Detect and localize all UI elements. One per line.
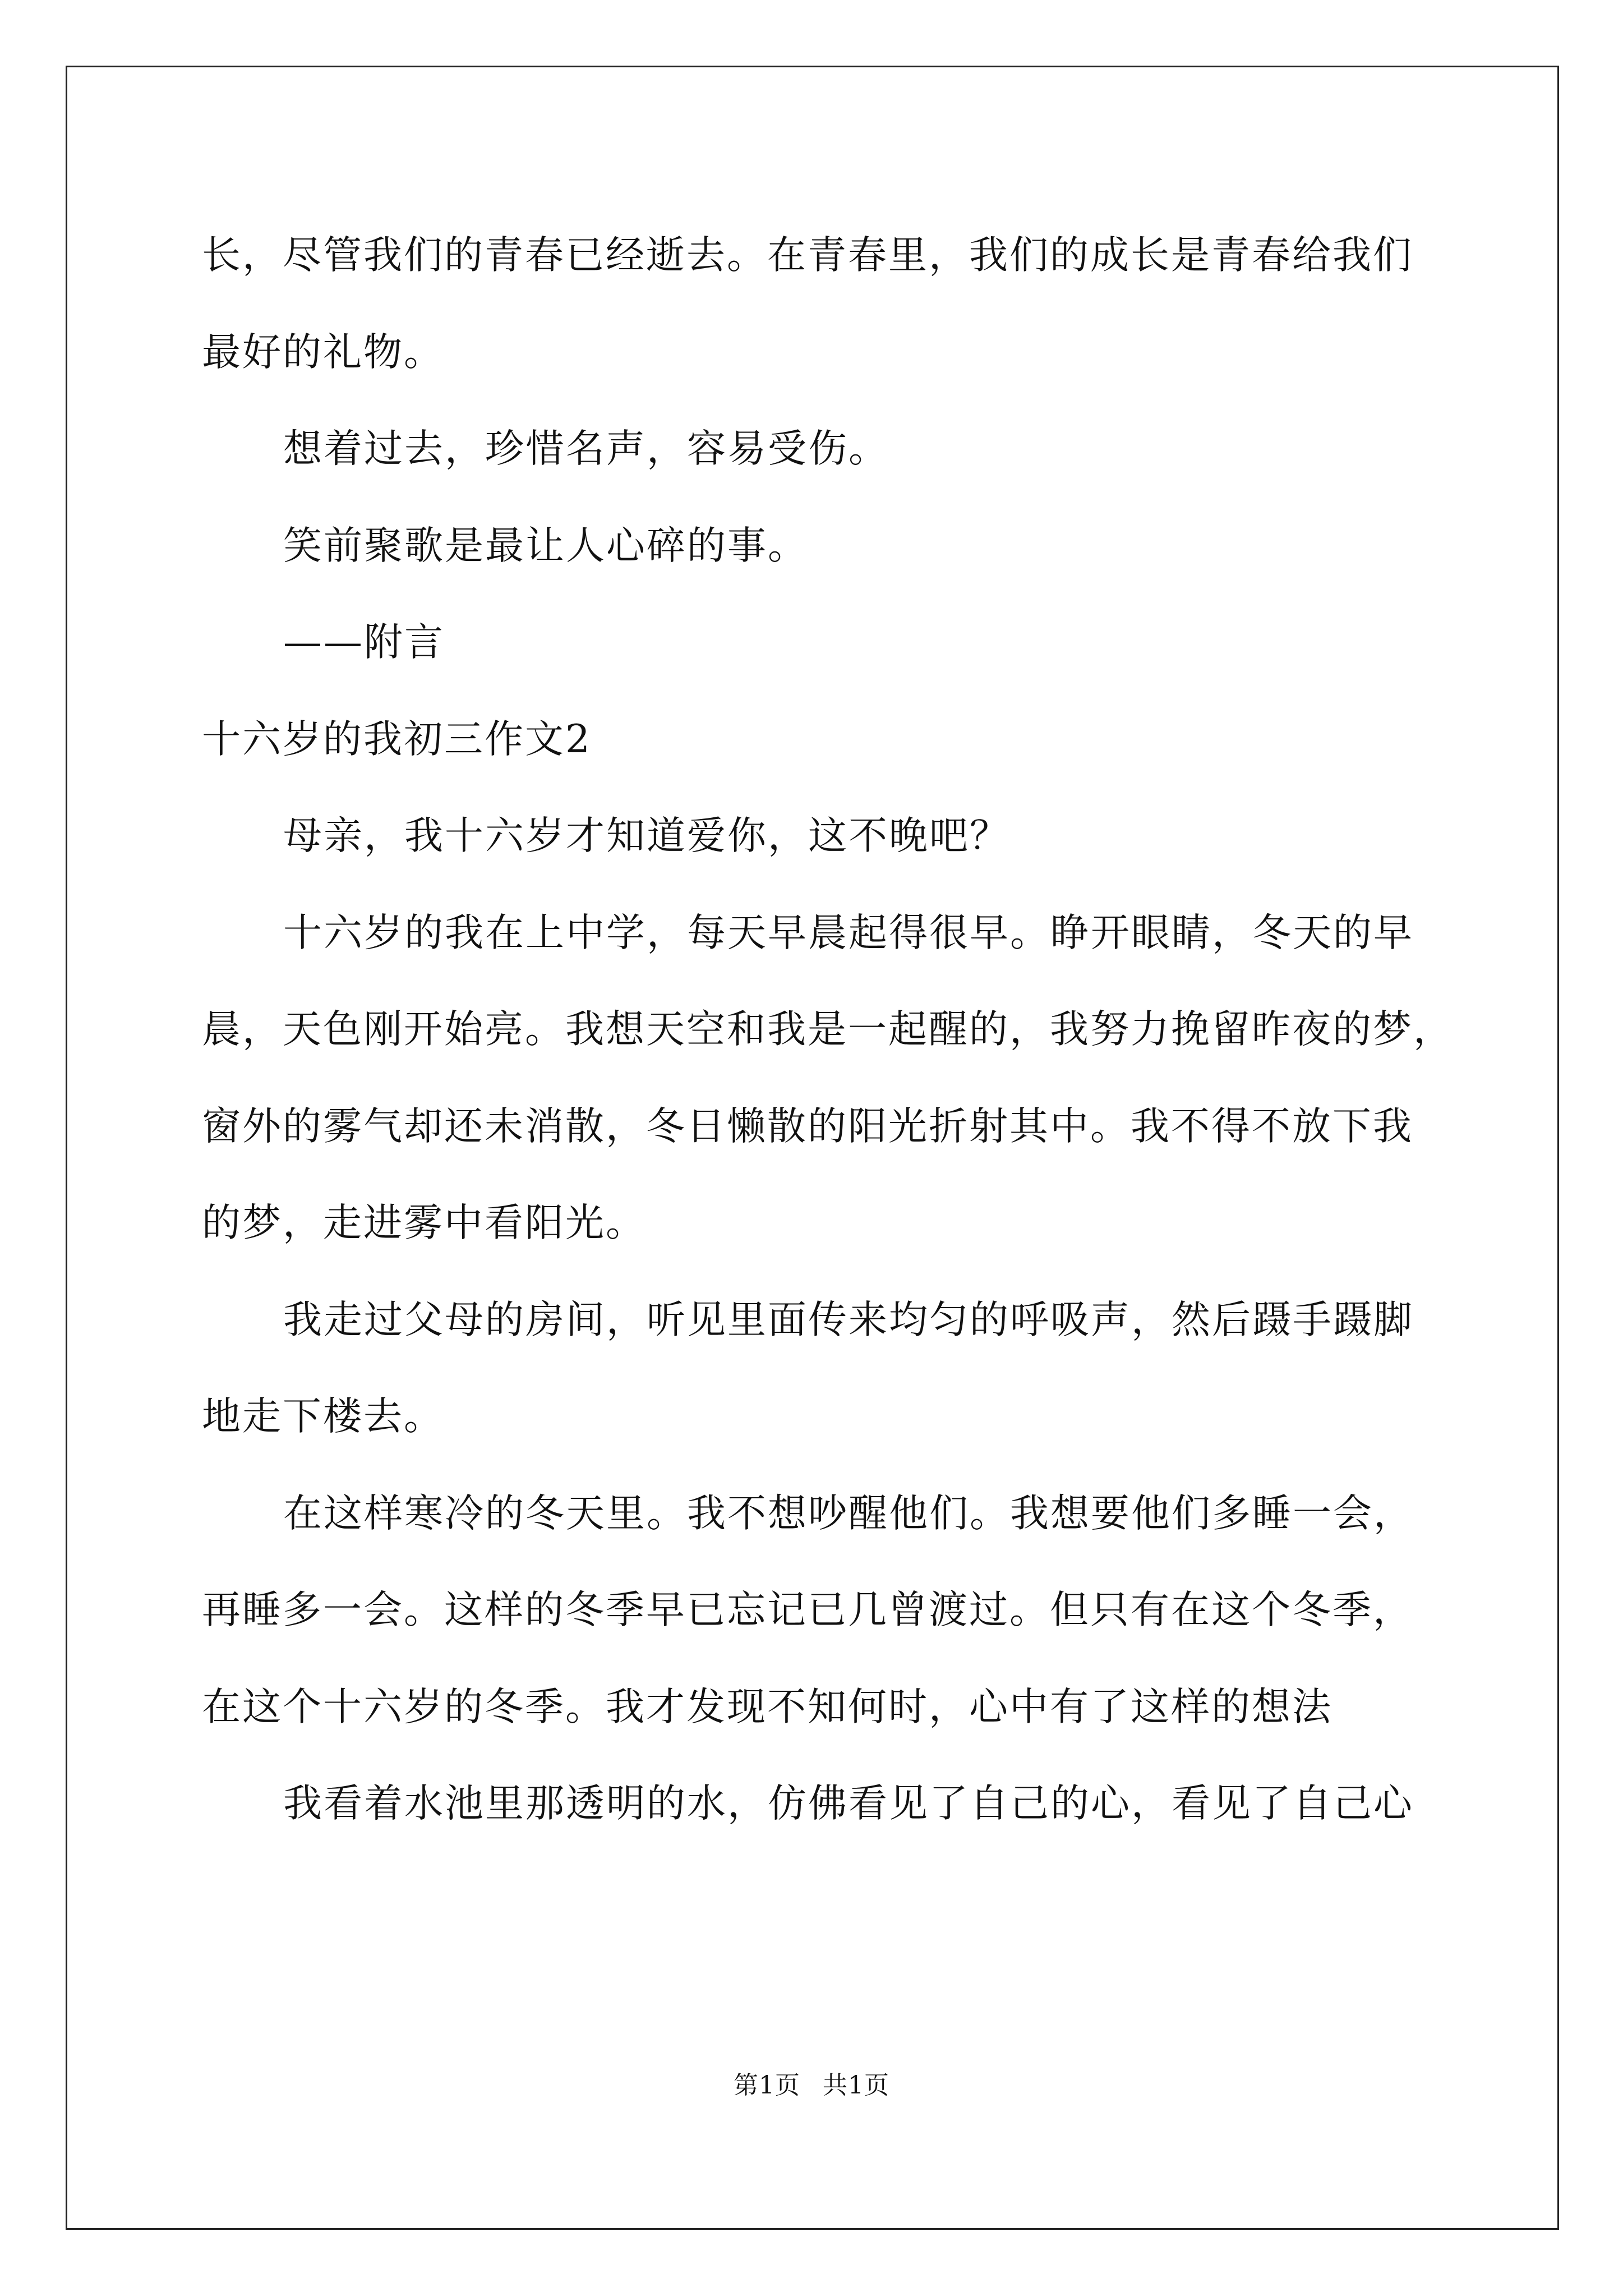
- text-line-paragraph-start: 十六岁的我在上中学，每天早晨起得很早。睁开眼睛，冬天的早: [283, 910, 1414, 955]
- document-body: [202, 207, 1454, 1852]
- text-line-quote: 想着过去，珍惜名声，容易受伤。: [283, 426, 889, 471]
- text-line-attribution: ——附言: [283, 620, 445, 665]
- page-total: 共1页: [823, 2071, 889, 2100]
- text-line-continuation: 地走下楼去。: [202, 1394, 444, 1439]
- text-line-paragraph-start: 我走过父母的房间，听见里面传来均匀的呼吸声，然后蹑手蹑脚: [283, 1297, 1414, 1342]
- text-line-paragraph-start: 在这样寒冷的冬天里。我不想吵醒他们。我想要他们多睡一会，: [283, 1490, 1414, 1536]
- essay-heading: 十六岁的我初三作文2: [202, 716, 592, 762]
- page-footer: [0, 2069, 1623, 2102]
- text-line-continuation: 窗外的雾气却还未消散，冬日懒散的阳光折射其中。我不得不放下我: [202, 1103, 1413, 1149]
- text-line-quote: 笑前聚歌是最让人心碎的事。: [283, 523, 808, 568]
- text-line-continuation: 最好的礼物。: [202, 329, 444, 375]
- page-number: 第1页: [734, 2071, 800, 2100]
- text-line-continuation: 再睡多一会。这样的冬季早已忘记已几曾渡过。但只有在这个冬季，: [202, 1588, 1413, 1632]
- text-line-continuation: 在这个十六岁的冬季。我才发现不知何时，心中有了这样的想法: [202, 1684, 1332, 1729]
- text-line-continuation: 的梦，走进雾中看阳光。: [202, 1200, 646, 1245]
- text-line-paragraph-start: 我看着水池里那透明的水，仿佛看见了自己的心，看见了自己心: [283, 1781, 1414, 1826]
- text-line-continuation: 长，尽管我们的青春已经逝去。在青春里，我们的成长是青春给我们: [202, 233, 1413, 278]
- text-line-paragraph-start: 母亲，我十六岁才知道爱你，这不晚吧？: [283, 813, 1010, 858]
- text-line-continuation: 晨，天色刚开始亮。我想天空和我是一起醒的，我努力挽留昨夜的梦，: [202, 1007, 1454, 1052]
